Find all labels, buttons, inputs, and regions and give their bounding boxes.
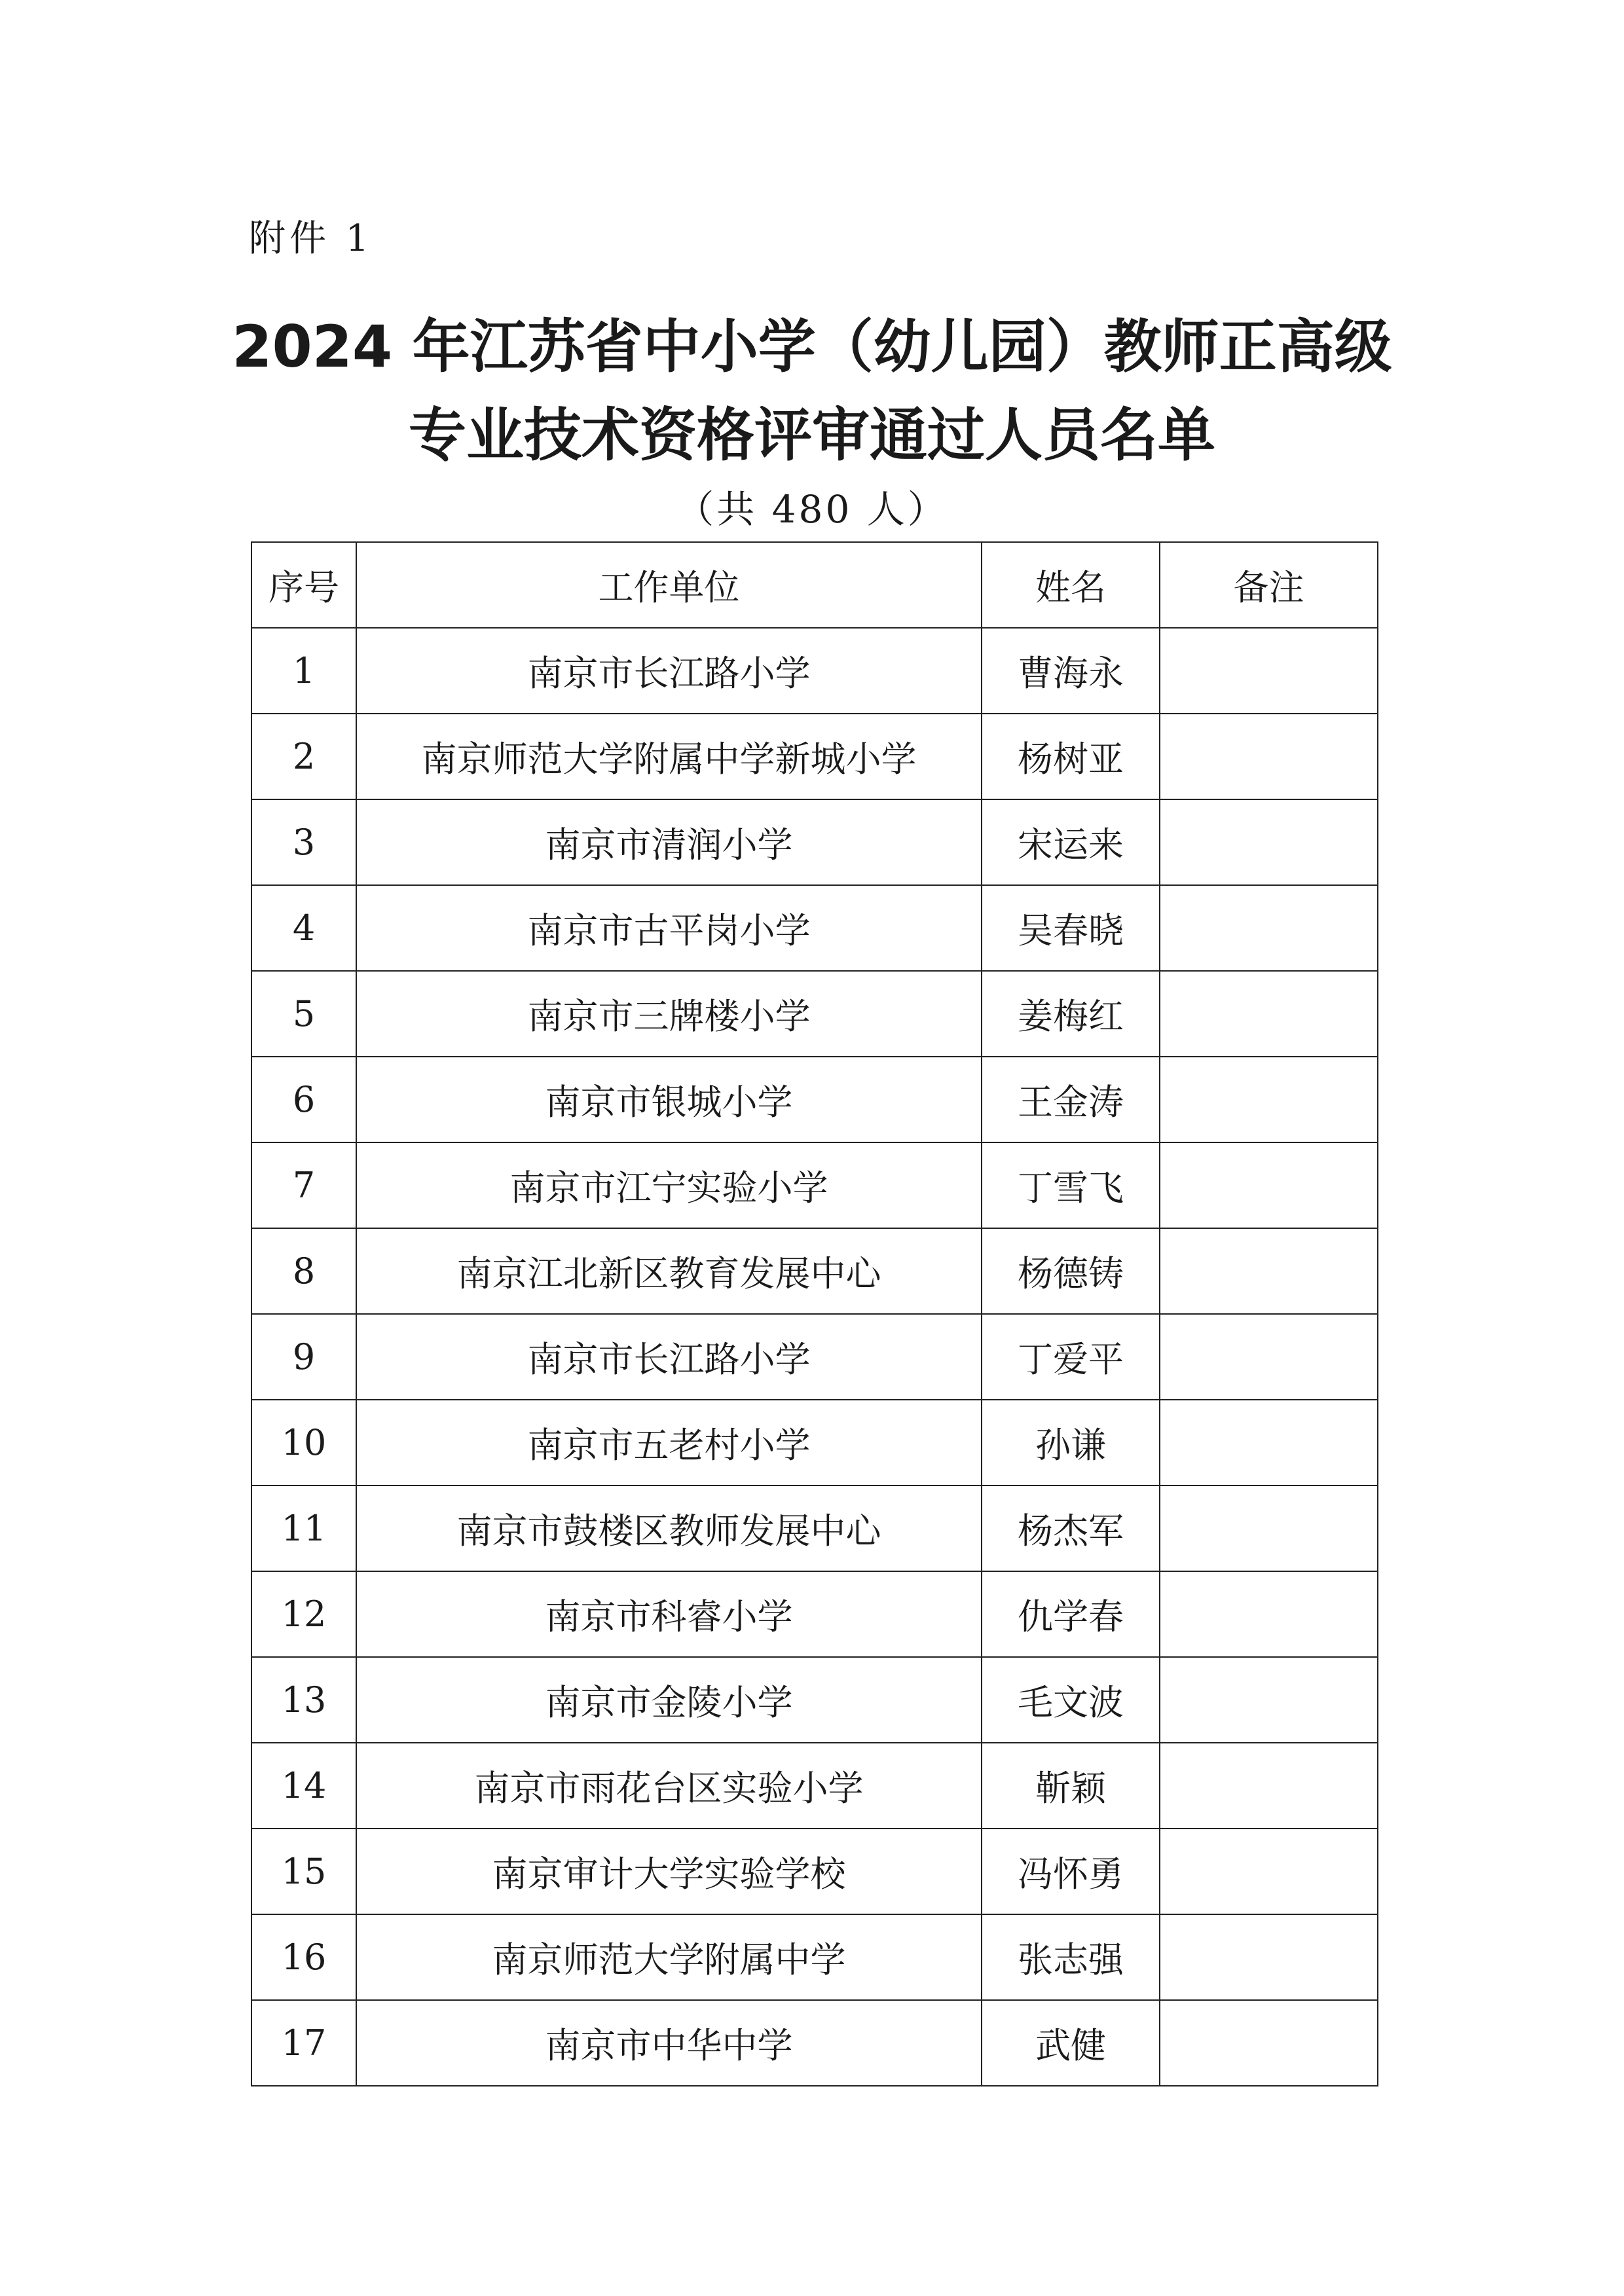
remarks-cell [1160, 1057, 1378, 1142]
work-unit-cell: 南京市长江路小学 [356, 1314, 982, 1400]
serial-cell: 5 [251, 971, 356, 1057]
table-row [251, 714, 1378, 799]
table-row [251, 1743, 1378, 1829]
document-title-line-1: 2024 年江苏省中小学（幼儿园）教师正高级 [232, 313, 1392, 380]
work-unit-cell: 南京师范大学附属中学新城小学 [356, 714, 982, 799]
table-header-row [251, 542, 1378, 628]
person-name-cell: 王金涛 [982, 1057, 1160, 1142]
serial-cell: 3 [251, 799, 356, 885]
work-unit-cell: 南京市三牌楼小学 [356, 971, 982, 1057]
serial-cell: 16 [251, 1914, 356, 2000]
work-unit-cell: 南京市清润小学 [356, 799, 982, 885]
serial-cell: 9 [251, 1314, 356, 1400]
work-unit-cell: 南京江北新区教育发展中心 [356, 1228, 982, 1314]
person-name-cell: 曹海永 [982, 628, 1160, 714]
person-name-cell: 姜梅红 [982, 971, 1160, 1057]
serial-cell: 2 [251, 714, 356, 799]
document-title-line-2: 专业技术资格评审通过人员名单 [408, 401, 1215, 469]
work-unit-cell: 南京市鼓楼区教师发展中心 [356, 1485, 982, 1571]
work-unit-cell: 南京市金陵小学 [356, 1657, 982, 1743]
person-name-cell: 丁爱平 [982, 1314, 1160, 1400]
table-row [251, 1829, 1378, 1914]
table-row [251, 1400, 1378, 1485]
attachment-label: 附件 1 [249, 217, 373, 260]
remarks-cell [1160, 1829, 1378, 1914]
table-row [251, 799, 1378, 885]
remarks-cell [1160, 1142, 1378, 1228]
table-row [251, 1485, 1378, 1571]
table-row [251, 1914, 1378, 2000]
work-unit-cell: 南京市科睿小学 [356, 1571, 982, 1657]
person-name-cell: 杨杰军 [982, 1485, 1160, 1571]
table-row [251, 1142, 1378, 1228]
person-name-cell: 宋运来 [982, 799, 1160, 885]
work-unit-cell: 南京师范大学附属中学 [356, 1914, 982, 2000]
table-body [251, 628, 1378, 2086]
serial-cell: 7 [251, 1142, 356, 1228]
table-row [251, 1228, 1378, 1314]
table-row [251, 2000, 1378, 2086]
work-unit-cell: 南京市古平岗小学 [356, 885, 982, 971]
serial-cell: 4 [251, 885, 356, 971]
serial-cell: 15 [251, 1829, 356, 1914]
serial-cell: 14 [251, 1743, 356, 1829]
person-name-cell: 孙谦 [982, 1400, 1160, 1485]
serial-cell: 1 [251, 628, 356, 714]
remarks-cell [1160, 885, 1378, 971]
person-name-cell: 武健 [982, 2000, 1160, 2086]
work-unit-cell: 南京市五老村小学 [356, 1400, 982, 1485]
person-name-cell: 冯怀勇 [982, 1829, 1160, 1914]
work-unit-cell: 南京审计大学实验学校 [356, 1829, 982, 1914]
table-row [251, 1657, 1378, 1743]
table-row [251, 1314, 1378, 1400]
remarks-cell [1160, 1485, 1378, 1571]
header-name: 姓名 [982, 542, 1160, 628]
remarks-cell [1160, 628, 1378, 714]
roster-table [251, 541, 1378, 2086]
serial-cell: 13 [251, 1657, 356, 1743]
remarks-cell [1160, 1228, 1378, 1314]
remarks-cell [1160, 1571, 1378, 1657]
remarks-cell [1160, 1314, 1378, 1400]
remarks-cell [1160, 2000, 1378, 2086]
person-name-cell: 靳颖 [982, 1743, 1160, 1829]
person-name-cell: 张志强 [982, 1914, 1160, 2000]
remarks-cell [1160, 714, 1378, 799]
total-count: （共 480 人） [676, 487, 948, 532]
serial-cell: 11 [251, 1485, 356, 1571]
remarks-cell [1160, 1914, 1378, 2000]
serial-cell: 17 [251, 2000, 356, 2086]
serial-cell: 8 [251, 1228, 356, 1314]
remarks-cell [1160, 1743, 1378, 1829]
header-remarks: 备注 [1160, 542, 1378, 628]
header-work-unit: 工作单位 [356, 542, 982, 628]
person-name-cell: 丁雪飞 [982, 1142, 1160, 1228]
serial-cell: 10 [251, 1400, 356, 1485]
header-serial: 序号 [251, 542, 356, 628]
remarks-cell [1160, 799, 1378, 885]
remarks-cell [1160, 1657, 1378, 1743]
remarks-cell [1160, 971, 1378, 1057]
person-name-cell: 吴春晓 [982, 885, 1160, 971]
table-row [251, 885, 1378, 971]
serial-cell: 12 [251, 1571, 356, 1657]
person-name-cell: 仇学春 [982, 1571, 1160, 1657]
remarks-cell [1160, 1400, 1378, 1485]
work-unit-cell: 南京市银城小学 [356, 1057, 982, 1142]
table-row [251, 628, 1378, 714]
work-unit-cell: 南京市中华中学 [356, 2000, 982, 2086]
table-row [251, 1571, 1378, 1657]
person-name-cell: 毛文波 [982, 1657, 1160, 1743]
person-name-cell: 杨树亚 [982, 714, 1160, 799]
work-unit-cell: 南京市长江路小学 [356, 628, 982, 714]
table-row [251, 1057, 1378, 1142]
work-unit-cell: 南京市江宁实验小学 [356, 1142, 982, 1228]
work-unit-cell: 南京市雨花台区实验小学 [356, 1743, 982, 1829]
person-name-cell: 杨德铸 [982, 1228, 1160, 1314]
table-row [251, 971, 1378, 1057]
serial-cell: 6 [251, 1057, 356, 1142]
